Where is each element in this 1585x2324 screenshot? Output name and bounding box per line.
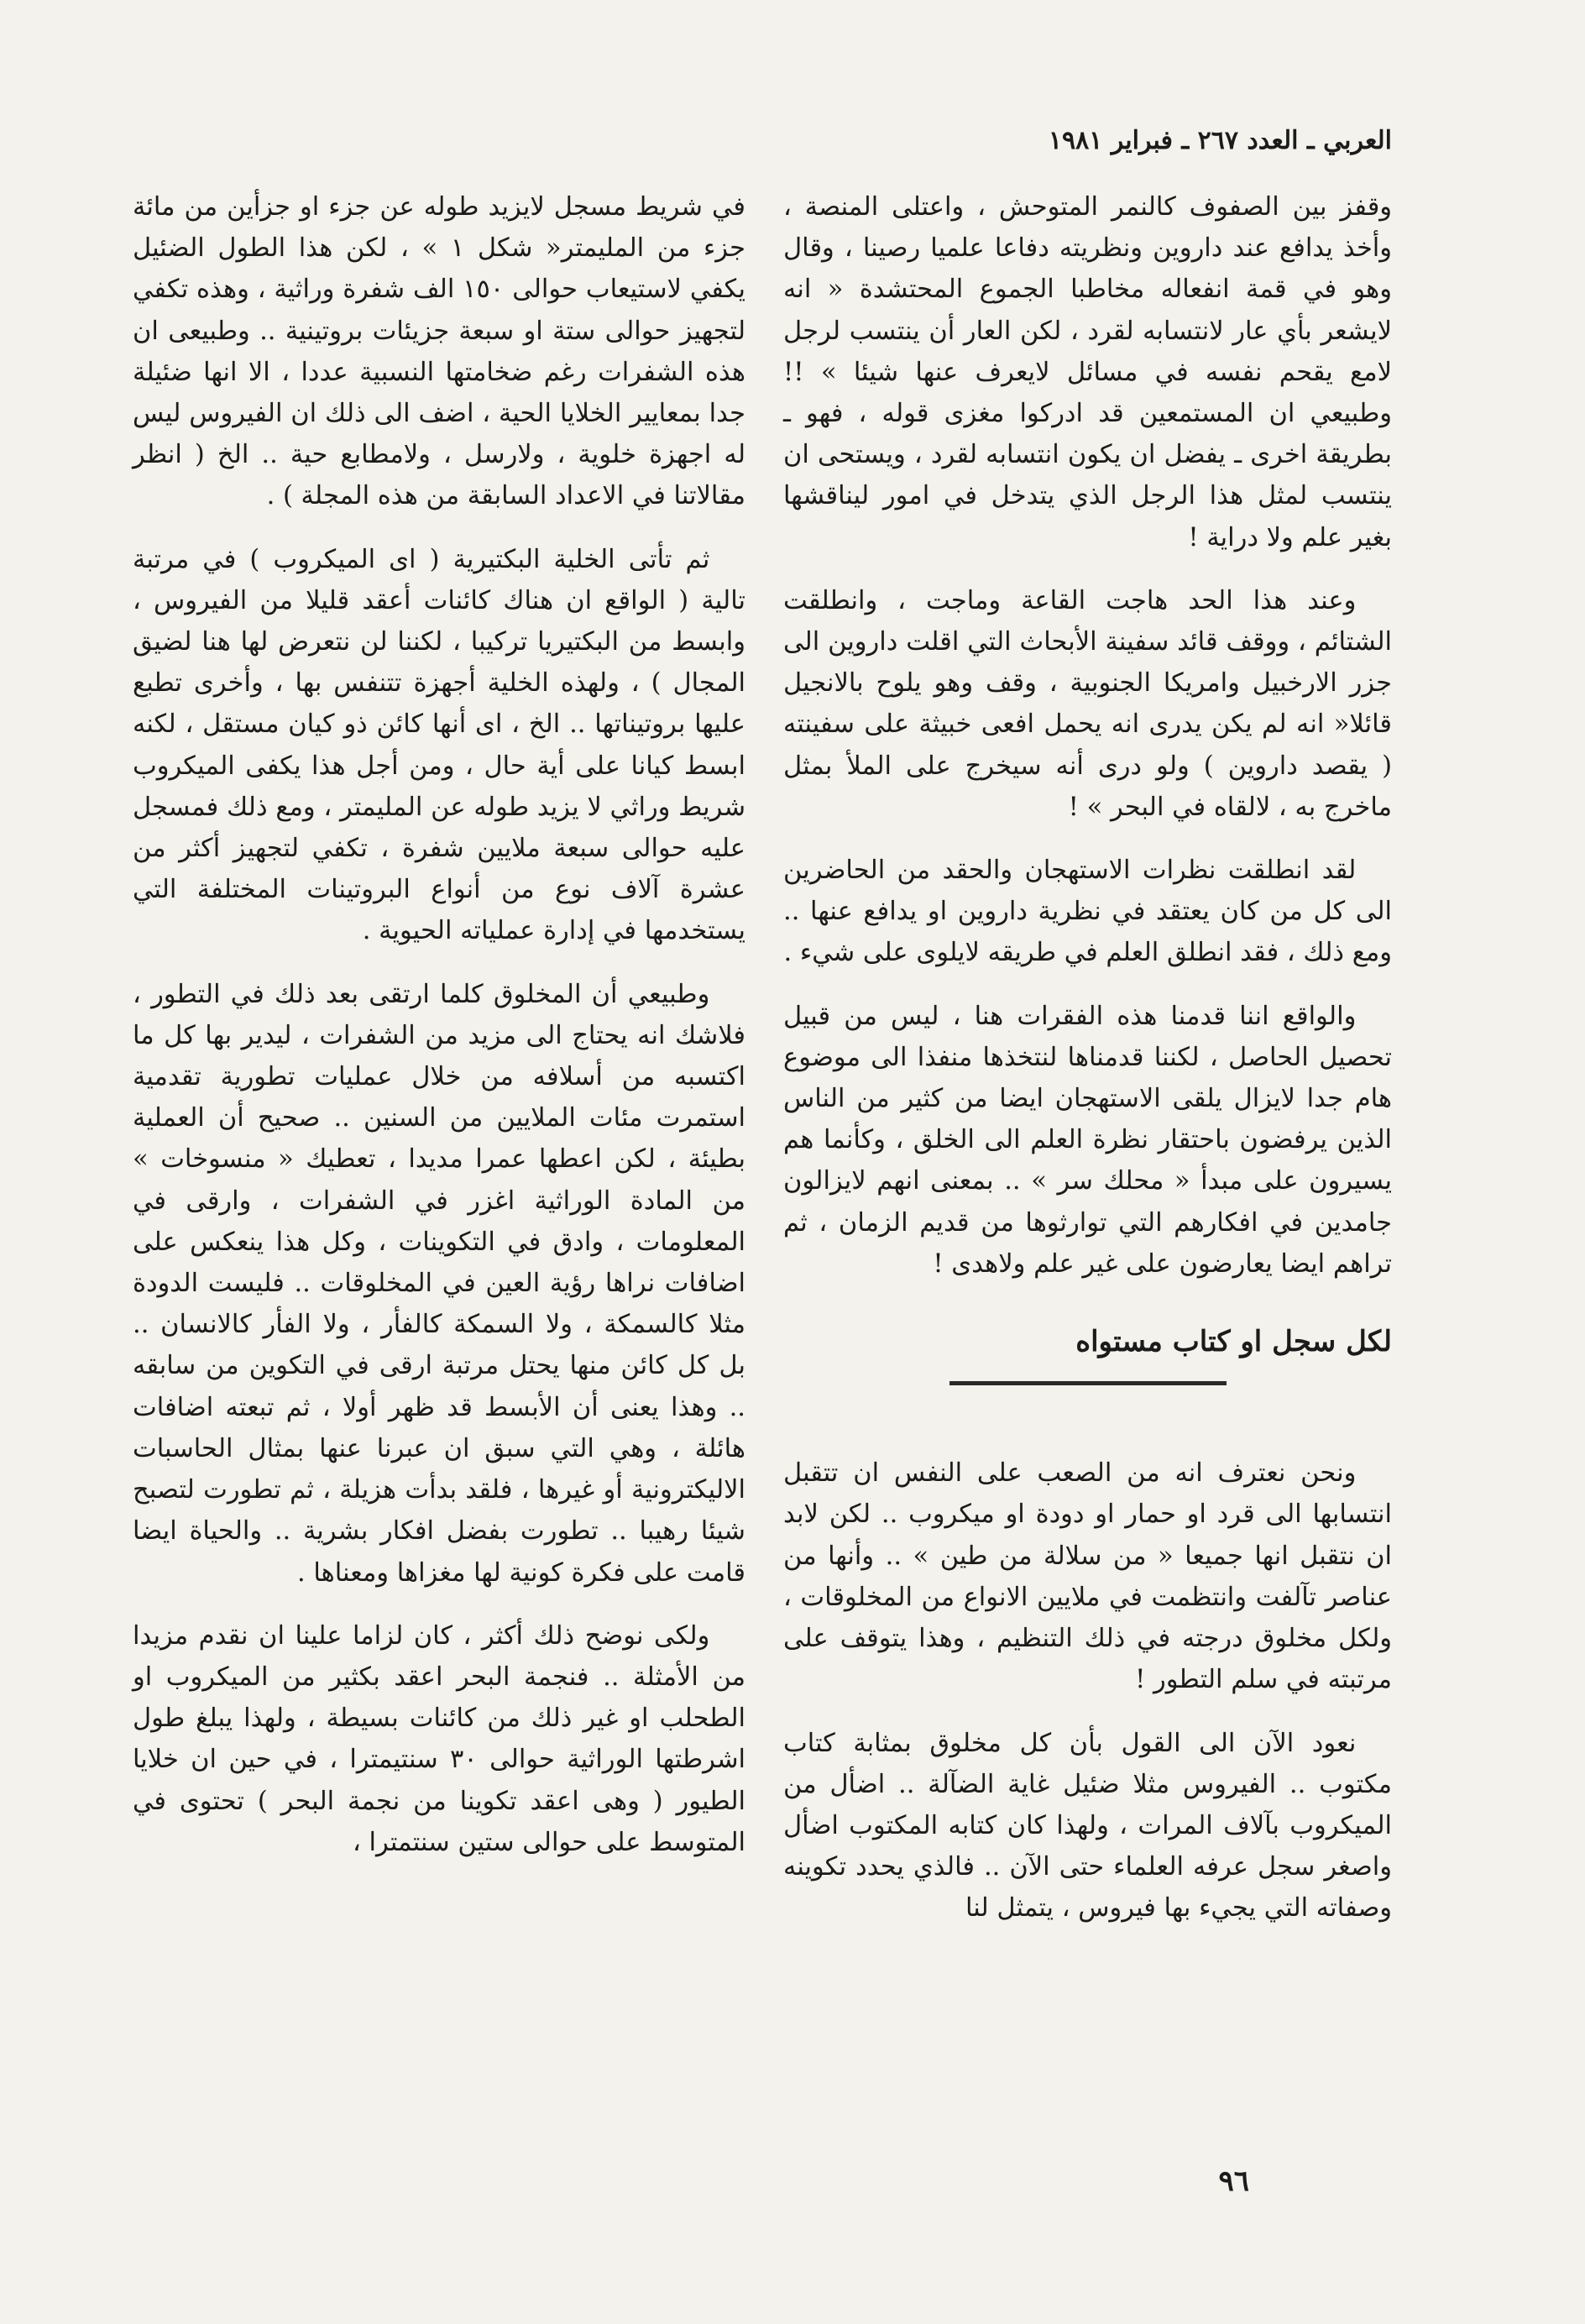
paragraph: والواقع اننا قدمنا هذه الفقرات هنا ، ليس من قبيل تحصيل الحاصل ، لكننا قدمناها لنتخذها منفذا الى موضوع هام جدا لايزال يلقى الاستهجان ايضا من كثير من الناس الذين يرفضون باحتقار نظرة العلم الى الخلق ، وكأنما هم يسيرون على مبدأ « محلك سر » .. بمعنى انهم لايزالون جامدين في افكارهم التي توارثوها من قديم الزمان ، ثم تراهم ايضا يعارضون على غير علم ولاهدى ! bbox=[783, 1001, 1392, 1279]
paragraph: لقد انطلقت نظرات الاستهجان والحقد من الحاضرين الى كل من كان يعتقد في نظرية داروين او يدافع عنها .. ومع ذلك ، فقد انطلق العلم في طريقه لايلوى على شيء . bbox=[783, 856, 1392, 968]
paragraph: وعند هذا الحد هاجت القاعة وماجت ، وانطلقت الشتائم ، ووقف قائد سفينة الأبحاث التي اقلت داروين الى جزر الارخبيل وامريكا الجنوبية ، وقف وهو يلوح بالانجيل قائلا« انه لم يكن يدرى انه يحمل افعى خبيثة على سفينته ( يقصد داروين ) ولو درى أنه سيخرج على الملأ بمثل ماخرج به ، لالقاه في البحر » ! bbox=[783, 585, 1392, 822]
title-underline bbox=[949, 1381, 1227, 1385]
running-header: العربي ـ العدد ٢٦٧ ـ فبراير ١٩٨١ bbox=[1048, 126, 1392, 155]
paragraph: نعود الآن الى القول بأن كل مخلوق بمثابة كتاب مكتوب .. الفيروس مثلا ضئيل غاية الضآلة .. اضأل من الميكروب بآلاف المرات ، ولهذا كان كتابه المكتوب اضأل واصغر سجل عرفه العلماء حتى الآن .. فالذي يحدد تكوينه وصفاته التي يجيء بها فيروس ، يتمثل لنا bbox=[783, 1728, 1392, 1924]
left-column bbox=[133, 186, 745, 1863]
paragraph: في شريط مسجل لايزيد طوله عن جزء او جزأين من مائة جزء من المليمتر« شكل ١ » ، لكن هذا الطول الضئيل يكفي لاستيعاب حوالى ١٥٠ الف شفرة وراثية ، وهذه تكفي لتجهيز حوالى ستة او سبعة جزيئات بروتينية .. وطبيعى ان هذه الشفرات رغم ضخامتها النسبية عددا ، الا انها ضئيلة جدا بمعايير الخلايا الحية ، اضف الى ذلك ان الفيروس ليس له اجهزة خلوية ، ولارسل ، ولامطابع حية .. الخ ( انظر مقالاتنا في الاعداد السابقة من هذه المجلة ) . bbox=[133, 192, 745, 511]
page-number: ٩٦ bbox=[1218, 2164, 1249, 2198]
section-title: لكل سجل او كتاب مستواه bbox=[1075, 1325, 1392, 1359]
paragraph: ثم تأتى الخلية البكتيرية ( اى الميكروب ) في مرتبة تالية ( الواقع ان هناك كائنات أعقد قليلا من الفيروس ، وابسط من البكتيريا تركيبا ، لكننا لن نتعرض لها هنا لضيق المجال ) ، ولهذه الخلية أجهزة تتنفس بها ، وأخرى تطبع عليها بروتيناتها .. الخ ، اى أنها كائن ذو كيان مستقل ، لكنه ابسط كيانا على أية حال ، ومن أجل هذا يكفى الميكروب شريط وراثي لا يزيد طوله عن المليمتر ، ومع ذلك فمسجل عليه حوالى سبعة ملايين شفرة ، تكفي لتجهيز أكثر من عشرة آلاف نوع من أنواع البروتينات المختلفة التي يستخدمها في إدارة عملياته الحيوية . bbox=[133, 544, 745, 946]
paragraph: ونحن نعترف انه من الصعب على النفس ان تتقبل انتسابها الى قرد او حمار او دودة او ميكروب .. لكن لابد ان نتقبل انها جميعا « من سلالة من طين » .. وأنها من عناصر تآلفت وانتظمت في ملايين الانواع من المخلوقات ، ولكل مخلوق درجته في ذلك التنظيم ، وهذا يتوقف على مرتبته في سلم التطور ! bbox=[783, 1458, 1392, 1695]
paragraph: ولكى نوضح ذلك أكثر ، كان لزاما علينا ان نقدم مزيدا من الأمثلة .. فنجمة البحر اعقد بكثير من الميكروب او الطحلب او غير ذلك من كائنات بسيطة ، ولهذا يبلغ طول اشرطتها الوراثية حوالى ٣٠ سنتيمترا ، في حين ان خلايا الطيور ( وهى اعقد تكوينا من نجمة البحر ) تحتوى في المتوسط على حوالى ستين سنتمترا ، bbox=[133, 1620, 745, 1857]
paragraph: وقفز بين الصفوف كالنمر المتوحش ، واعتلى المنصة ، وأخذ يدافع عند داروين ونظريته دفاعا علميا رصينا ، وقال وهو في قمة انفعاله مخاطبا الجموع المحتشدة « انه لايشعر بأي عار لانتسابه لقرد ، لكن العار أن ينتسب لرجل لامع يقحم نفسه في مسائل لايعرف عنها شيئا » !! وطبيعي ان المستمعين قد ادركوا مغزى قوله ، فهو ـ بطريقة اخرى ـ يفضل ان يكون انتسابه لقرد ، ويستحى ان ينتسب لمثل هذا الرجل الذي يتدخل في امور ليناقشها بغير علم ولا دراية ! bbox=[783, 192, 1392, 552]
right-column bbox=[783, 186, 1392, 1929]
paragraph: وطبيعي أن المخلوق كلما ارتقى بعد ذلك في التطور ، فلاشك انه يحتاج الى مزيد من الشفرات ، ليدير بها كل ما اكتسبه من أسلافه من خلال عمليات تطورية تقدمية استمرت مئات الملايين من السنين .. صحيح أن العملية بطيئة ، لكن اعطها عمرا مديدا ، تعطيك « منسوخات » من المادة الوراثية اغزر في الشفرات ، وارقى في المعلومات ، وادق في التكوينات ، وكل هذا ينعكس على اضافات نراها رؤية العين في المخلوقات .. فليست الدودة مثلا كالسمكة ، ولا السمكة كالفأر ، ولا الفأر كالانسان .. بل كل كائن منها يحتل مرتبة ارقى في التكوين من سابقه .. وهذا يعنى أن الأبسط قد ظهر أولا ، ثم تبعته اضافات هائلة ، وهي التي سبق ان عبرنا عنها بمثال الحاسبات الاليكترونية أو غيرها ، فلقد بدأت هزيلة ، ثم تطورت لتصبح شيئا رهيبا .. تطورت بفضل افكار بشرية .. والحياة ايضا قامت على فكرة كونية لها مغزاها ومعناها . bbox=[133, 979, 745, 1588]
